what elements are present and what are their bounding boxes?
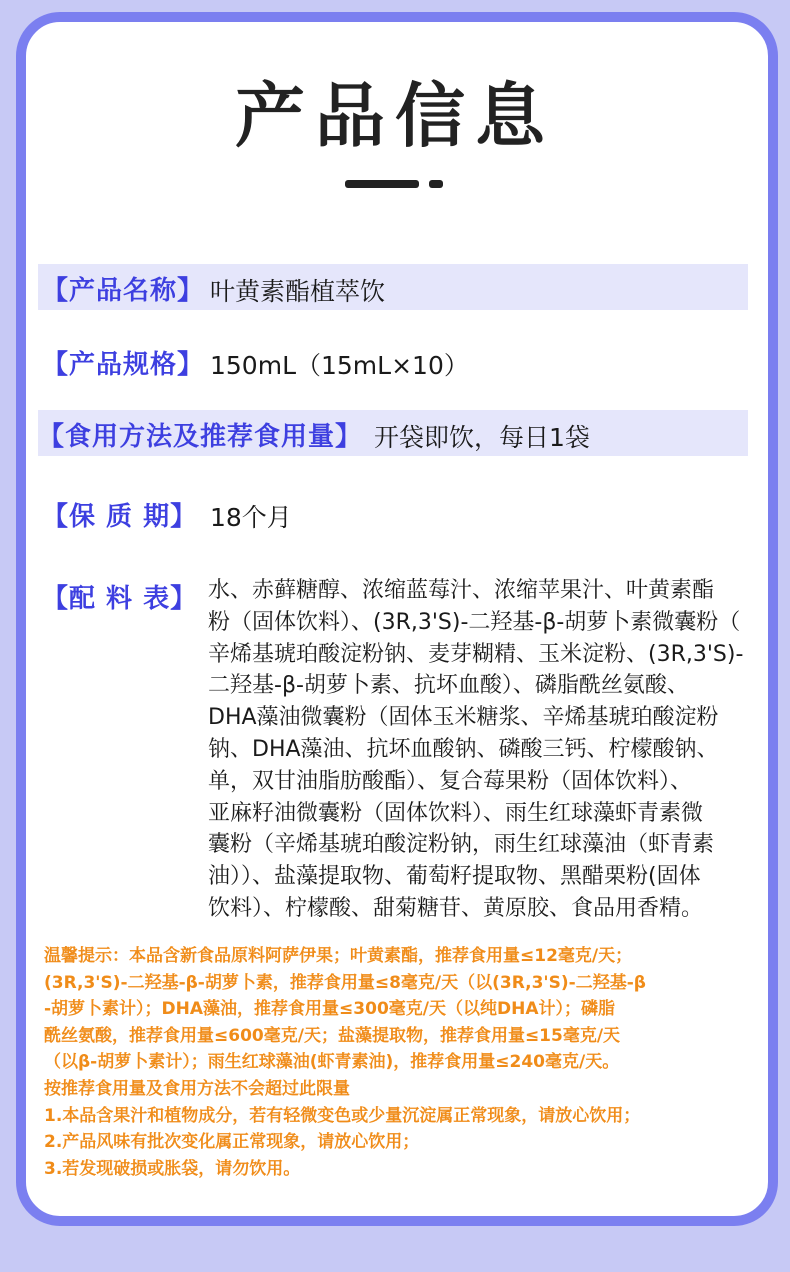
- title-divider-long: [345, 180, 419, 188]
- usage-value: 开袋即饮，每日1袋: [374, 423, 590, 452]
- product-name-value: 叶黄素酯植萃饮: [210, 277, 386, 306]
- notice-line: 2.产品风味有批次变化属正常现象，请放心饮用；: [44, 1132, 420, 1153]
- ingredients-label: 【配 料 表】: [42, 584, 198, 614]
- notice-line: 酰丝氨酸，推荐食用量≤600毫克/天；盐藻提取物，推荐食用量≤15毫克/天: [44, 1025, 621, 1046]
- notice-line: (3R,3'S)-二羟基-β-胡萝卜素，推荐食用量≤8毫克/天（以(3R,3'S)-二羟基-β: [44, 972, 646, 993]
- ingredients-line: 二羟基-β-胡萝卜素、抗坏血酸）、磷脂酰丝氨酸、: [208, 673, 689, 699]
- ingredients-line: 单，双甘油脂肪酸酯）、复合莓果粉（固体饮料）、: [208, 768, 693, 794]
- notice-line: -胡萝卜素计）；DHA藻油，推荐食用量≤300毫克/天（以纯DHA计）；磷脂: [44, 999, 615, 1020]
- title-divider-short: [429, 180, 443, 188]
- notice-line: （以β-胡萝卜素计）；雨生红球藻油(虾青素油)，推荐食用量≤240毫克/天。: [44, 1052, 620, 1073]
- ingredients-line: 辛烯基琥珀酸淀粉钠、麦芽糊精、玉米淀粉、(3R,3'S)-: [208, 641, 744, 667]
- notice-line: 3.若发现破损或胀袋，请勿饮用。: [44, 1158, 301, 1179]
- notice-line: 温馨提示：本品含新食品原料阿萨伊果；叶黄素酯，推荐食用量≤12毫克/天；: [44, 946, 633, 966]
- product-name-row: [38, 264, 748, 310]
- product-spec-label: 【产品规格】: [42, 350, 205, 380]
- shelf-life-value: 18个月: [210, 503, 292, 532]
- product-name-label: 【产品名称】: [42, 276, 205, 306]
- ingredients-line: 囊粉（辛烯基琥珀酸淀粉钠，雨生红球藻油（虾青素: [208, 832, 715, 858]
- ingredients-line: 水、赤藓糖醇、浓缩蓝莓汁、浓缩苹果汁、叶黄素酯: [208, 578, 715, 603]
- shelf-life-row: [38, 490, 748, 536]
- ingredients-line: DHA藻油微囊粉（固体玉米糖浆、辛烯基琥珀酸淀粉: [208, 705, 719, 731]
- usage-row: [38, 410, 748, 456]
- title-divider: [345, 180, 443, 188]
- shelf-life-label: 【保 质 期】: [42, 502, 198, 532]
- ingredients-line: 饮料）、柠檬酸、甜菊糖苷、黄原胶、食品用香精。: [208, 895, 704, 921]
- page-title: 产品信息: [235, 75, 555, 157]
- notice-line: 按推荐食用量及食用方法不会超过此限量: [44, 1078, 350, 1099]
- warm-notice: [44, 943, 756, 1182]
- ingredients-line: 亚麻籽油微囊粉（固体饮料）、雨生红球藻虾青素微: [208, 800, 704, 826]
- notice-line: 1.本品含果汁和植物成分，若有轻微变色或少量沉淀属正常现象，请放心饮用；: [44, 1105, 641, 1126]
- ingredients-list: [208, 575, 744, 925]
- product-spec-value: 150mL（15mL×10）: [210, 351, 469, 380]
- product-spec-row: [38, 338, 748, 384]
- ingredients-line: 粉（固体饮料）、(3R,3'S)-二羟基-β-胡萝卜素微囊粉（: [208, 609, 741, 635]
- ingredients-line: 钠、DHA藻油、抗坏血酸钠、磷酸三钙、柠檬酸钠、: [208, 736, 719, 762]
- usage-label: 【食用方法及推荐食用量】: [38, 422, 363, 452]
- ingredients-line: 油））、盐藻提取物、葡萄籽提取物、黑醋栗粉(固体: [208, 864, 701, 890]
